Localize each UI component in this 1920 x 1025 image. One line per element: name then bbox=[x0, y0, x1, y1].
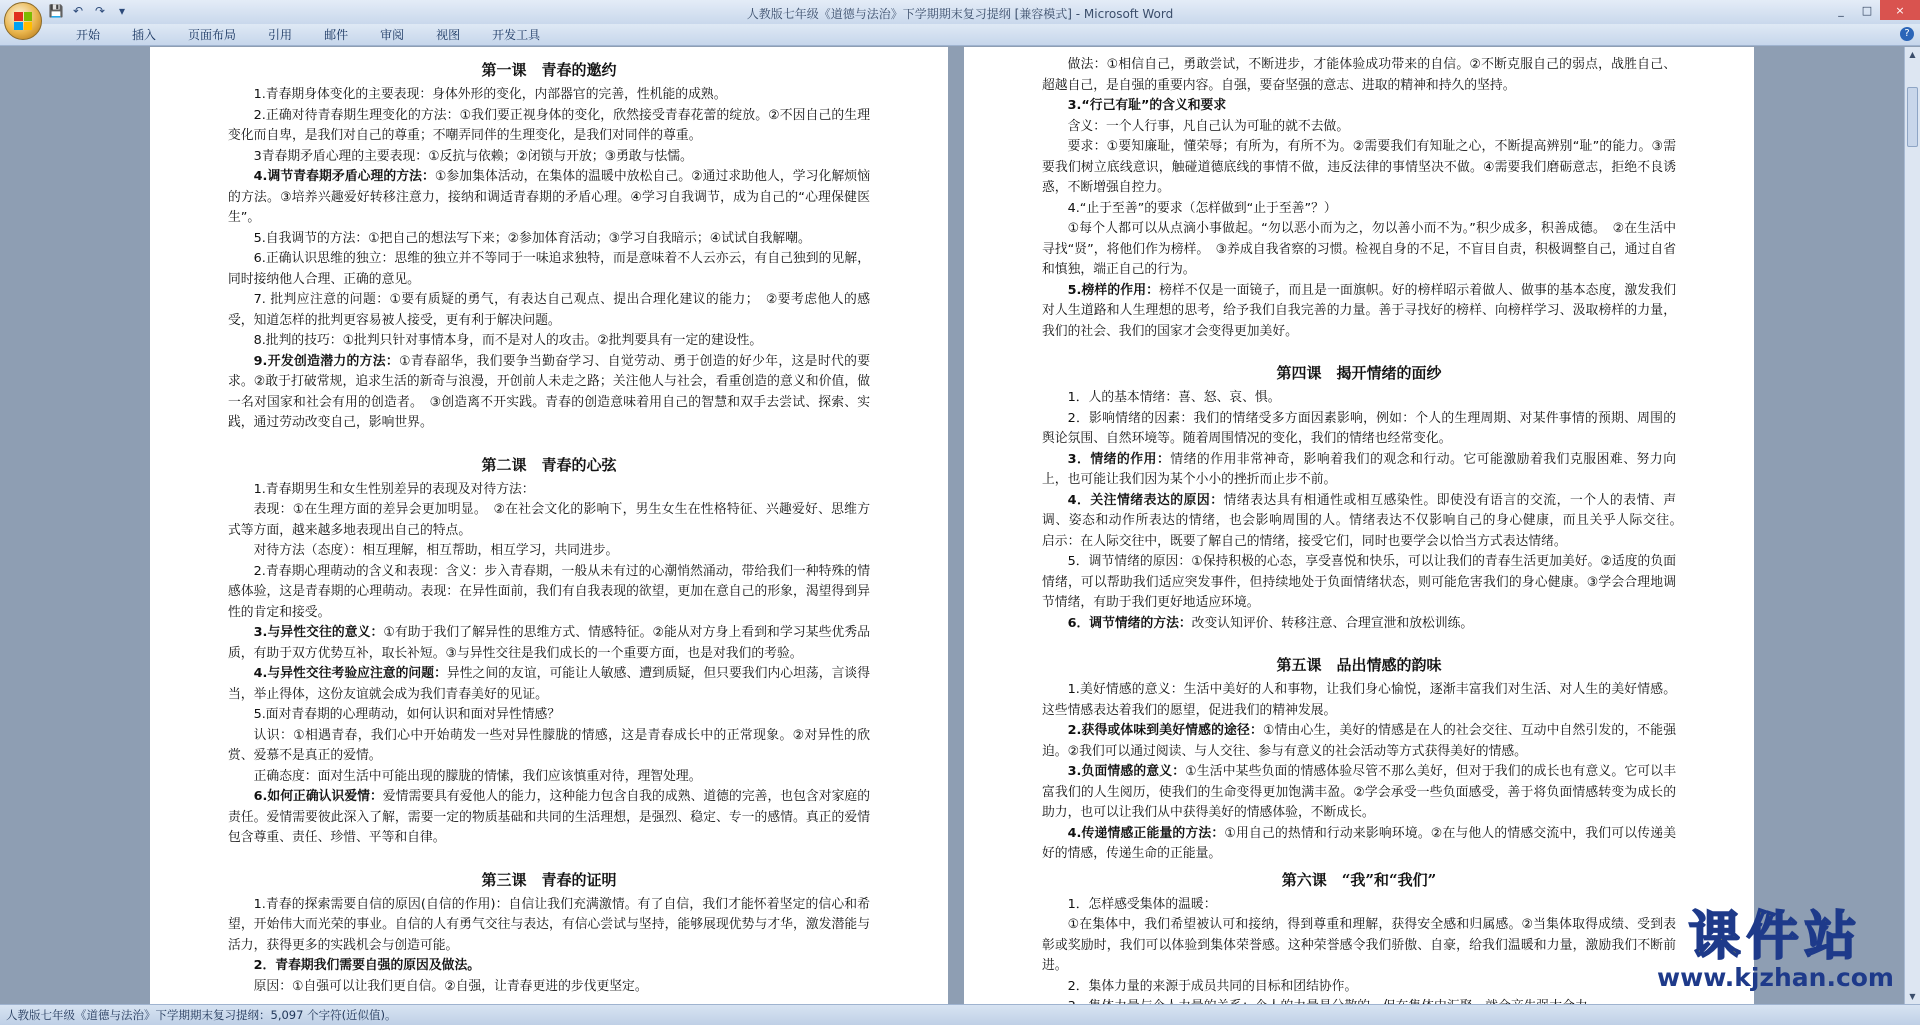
paragraph bbox=[1042, 721, 1676, 762]
paragraph: 5．调节情绪的原因：①保持积极的心态，享受喜悦和快乐，可以让我们的青春生活更加美好。②适度的负面情绪，可以帮助我们适应突发事件，但持续地处于负面情绪状态，则可能危害我们的身心健康。③学会合理地调节情绪，有助于我们更好地适应环境。 bbox=[1042, 554, 1676, 610]
status-bar bbox=[0, 1004, 1920, 1025]
paragraph bbox=[228, 787, 870, 849]
tab-home[interactable]: 开始 bbox=[76, 28, 101, 42]
paragraph: 5.自我调节的方法：①把自己的想法写下来；②参加体育活动；③学习自我暗示；④试试自我解嘲。 bbox=[253, 230, 811, 246]
paragraph: 1.青春期男生和女生性别差异的表现及对待方法： bbox=[253, 481, 535, 497]
paragraph: 做法：①相信自己，勇敢尝试，不断进步，才能体验成功带来的自信。②不断克服自己的弱点，战胜自己、超越自己，是自强的重要内容。自强，要奋坚强的意志、进取的精神和持久的坚持。 bbox=[1042, 57, 1676, 93]
paragraph: 认识：①相遇青春，我们心中开始萌发一些对异性朦胧的情感，这是青春成长中的正常现象。②对异性的欣赏、爱慕不是真正的爱情。 bbox=[228, 727, 870, 763]
tab-mailings[interactable]: 邮件 bbox=[324, 28, 349, 42]
watermark-url: www.kjzhan.com bbox=[1657, 963, 1894, 992]
paragraph: 3青春期矛盾心理的主要表现：①反抗与依赖；②闭锁与开放；③勇敢与怯懦。 bbox=[253, 148, 693, 164]
paragraph-body: 情绪表达具有相通性或相互感染性。即使没有语言的交流，一个人的表情、声调、姿态和动作所表达的情绪，也会影响周围的人。情绪表达不仅影响自己的身心健康，而且关乎人际交往。 启示：在人际交往中，既要了解自己的情绪，接受它们，同时也要学会以恰当方式表达情绪。 bbox=[1042, 492, 1702, 549]
document-page-right[interactable] bbox=[964, 47, 1754, 1004]
scrollbar-thumb[interactable] bbox=[1907, 87, 1918, 147]
paragraph: 1.青春期身体变化的主要表现：身体外形的变化，内部器官的完善，性机能的成熟。 bbox=[253, 87, 727, 102]
paragraph-heading: 4．关注情绪表达的原因： bbox=[1067, 492, 1224, 508]
tab-insert[interactable]: 插入 bbox=[132, 28, 157, 42]
paragraph-heading: 6.如何正确认识爱情： bbox=[253, 789, 383, 804]
paragraph-heading: 3.“行己有耻”的含义和要求 bbox=[1067, 98, 1227, 113]
paragraph: 1．人的基本情绪：喜、怒、哀、惧。 bbox=[1067, 390, 1281, 405]
paragraph-heading: 3．情绪的作用： bbox=[1067, 451, 1171, 467]
paragraph: 8.批判的技巧：①批判只针对事情本身，而不是对人的攻击。②批判要具有一定的建设性。 bbox=[253, 333, 763, 348]
paragraph: 2.青春期心理萌动的含义和表现：含义：步入青春期，一般从未有过的心潮悄然涌动，带给我们一种特殊的情感体验，这是青春期的心理萌动。表现：在异性面前，我们有自我表现的欲望，更加在意自己的形象，渴望得到异性的肯定和接受。 bbox=[228, 563, 870, 620]
redo-icon[interactable]: ↷ bbox=[94, 4, 106, 18]
office-button[interactable] bbox=[4, 2, 42, 40]
title-bar bbox=[0, 0, 1920, 24]
undo-icon[interactable]: ↶ bbox=[72, 4, 84, 18]
paragraph bbox=[228, 664, 870, 705]
paragraph bbox=[1042, 824, 1676, 865]
minimize-button[interactable]: _ bbox=[1838, 3, 1844, 17]
tab-page-layout[interactable]: 页面布局 bbox=[188, 28, 237, 42]
paragraph-body: ①青春韶华，我们要争当勤奋学习、自觉劳动、勇于创造的好少年，这是时代的要求。②敢于打破常规，追求生活的新奇与浪漫，开创前人未走之路；关注他人与社会，看重创造的意义和价值，做一名对国家和社会有用的创造者。 ③创造离不开实践。青春的创造意味着用自己的智慧和双手去尝试、探索、实践，通过劳动改变自己，影响世界。 bbox=[228, 353, 871, 430]
paragraph-body: 异性之间的友谊，可能让人敏感、遭到质疑，但只要我们内心坦荡，言谈得当，举止得体，这份友谊就会成为我们青春美好的见证。 bbox=[228, 666, 871, 702]
paragraph: 1.美好情感的意义：生活中美好的人和事物，让我们身心愉悦，逐渐丰富我们对生活、对人生的美好情感。这些情感表达着我们的愿望，促进我们的精神发展。 bbox=[1042, 682, 1676, 718]
paragraph-body: ①情由心生，美好的情感是在人的社会交往、互动中自然引发的，不能强迫。②我们可以通过阅读、与人交往、参与有意义的社会活动等方式获得美好的情感。 bbox=[1042, 723, 1676, 759]
lesson-heading: 第三课 青春的证明 bbox=[481, 870, 617, 889]
lesson-heading: 第二课 青春的心弦 bbox=[481, 455, 617, 474]
paragraph bbox=[1042, 450, 1676, 491]
office-logo-icon bbox=[14, 12, 32, 30]
ribbon-tabs-bar bbox=[0, 24, 1920, 46]
paragraph: 4.“止于至善”的要求（怎样做到“止于至善”？） bbox=[1067, 200, 1337, 216]
document-area[interactable] bbox=[0, 47, 1904, 1004]
tab-view[interactable]: 视图 bbox=[436, 28, 461, 42]
paragraph-body: 榜样不仅是一面镜子，而且是一面旗帜。好的榜样昭示着做人、做事的基本态度，激发我们对人生道路和人生理想的思考，给予我们自我完善的力量。善于寻找好的榜样、向榜样学习、汲取榜样的力量，我们的社会、我们的国家才会变得更加美好。 bbox=[1042, 282, 1677, 339]
paragraph-heading: 3.与异性交往的意义： bbox=[253, 625, 384, 640]
help-icon[interactable]: ? bbox=[1900, 27, 1914, 41]
paragraph: 表现：①在生理方面的差异会更加明显。 ②在社会文化的影响下，男生女生在性格特征、兴趣爱好、思维方式等方面，越来越多地表现出自己的特点。 bbox=[228, 502, 870, 538]
paragraph bbox=[228, 623, 870, 664]
paragraph-body: ①用自己的热情和行动来影响环境。②在与他人的情感交流中，我们可以传递美好的情感，传递生命的正能量。 bbox=[1042, 825, 1676, 861]
vertical-scrollbar[interactable] bbox=[1904, 47, 1920, 1004]
customize-qat-icon[interactable]: ▾ bbox=[118, 4, 126, 18]
paragraph-heading: 2．青春期我们需要自强的原因及做法。 bbox=[253, 958, 481, 973]
paragraph bbox=[1042, 491, 1702, 553]
status-text: 人教版七年级《道德与法治》下学期期末复习提纲：5,097 个字符(近似值)。 bbox=[6, 1008, 397, 1022]
paragraph-body: ①参加集体活动，在集体的温暖中放松自己。②通过求助他人，学习化解烦恼的方法。③培养兴趣爱好转移注意力，接纳和调适青春期的矛盾心理。④学习自我调节，成为自己的“心理保健医生”。 bbox=[228, 169, 870, 225]
paragraph bbox=[228, 352, 870, 434]
paragraph-heading: 4.与异性交往考验应注意的问题： bbox=[253, 666, 447, 681]
paragraph: 5.面对青春期的心理萌动，如何认识和面对异性情感？ bbox=[253, 707, 561, 722]
paragraph: 2.正确对待青春期生理变化的方法：①我们要正视身体的变化，欣然接受青春花蕾的绽放。②不因自己的生理变化而自卑，是我们对自己的尊重；不嘲弄同伴的生理变化，是我们对同伴的尊重。 bbox=[228, 107, 870, 143]
close-button[interactable]: × bbox=[1880, 0, 1920, 20]
window-title: 人教版七年级《道德与法治》下学期期末复习提纲 [兼容模式] - Microsoft Word bbox=[746, 7, 1174, 21]
paragraph: 6.正确认识思维的独立：思维的独立并不等同于一味追求独特，而是意味着不人云亦云，有自己独到的见解，同时接纳他人合理、正确的意见。 bbox=[228, 251, 870, 287]
paragraph: 2．集体力量的来源于成员共同的目标和团结协作。 bbox=[1067, 978, 1358, 994]
paragraph: 正确态度：面对生活中可能出现的朦胧的情愫，我们应该慎重对待，理智处理。 bbox=[253, 768, 702, 784]
paragraph-body: 情绪的作用非常神奇，影响着我们的观念和行动。它可能激励着我们克服困难、努力向上，也可能让我们因为某个小小的挫折而止步不前。 bbox=[1042, 451, 1677, 487]
paragraph: ①在集体中，我们希望被认可和接纳，得到尊重和理解，获得安全感和归属感。②当集体取得成绩、受到表彰或奖励时，我们可以体验到集体荣誉感。这种荣誉感令我们骄傲、自豪，给我们温暖和力量，激励我们不断前进。 bbox=[1042, 917, 1676, 973]
paragraph bbox=[1042, 96, 1676, 117]
scroll-up-icon[interactable]: ▲ bbox=[1909, 50, 1916, 59]
paragraph-heading: 4.调节青春期矛盾心理的方法： bbox=[253, 169, 435, 184]
paragraph-heading: 9.开发创造潜力的方法： bbox=[253, 353, 399, 369]
paragraph: 7. 批判应注意的问题：①要有质疑的勇气，有表达自己观点、提出合理化建议的能力； ②要考虑他人的感受，知道怎样的批判更容易被人接受，更有利于解决问题。 bbox=[228, 292, 870, 328]
paragraph: 含义：一个人行事，凡自己认为可耻的就不去做。 bbox=[1067, 118, 1350, 134]
paragraph-heading: 5.榜样的作用： bbox=[1067, 282, 1160, 298]
paragraph-heading: 6．调节情绪的方法： bbox=[1067, 615, 1192, 631]
paragraph-body: 改变认知评价、转移注意、合理宣泄和放松训练。 bbox=[1191, 615, 1474, 631]
paragraph bbox=[228, 167, 870, 229]
paragraph bbox=[228, 956, 870, 977]
maximize-button[interactable]: □ bbox=[1861, 3, 1873, 17]
paragraph-body: ①有助于我们了解异性的思维方式、情感特征。②能从对方身上看到和学习某些优秀品质，有助于双方优势互补，取长补短。③与异性交往是我们成长的一个重要方面，也是对我们的考验。 bbox=[228, 625, 871, 661]
paragraph-body: 爱情需要具有爱他人的能力，这种能力包含自我的成熟、道德的完善，也包含对家庭的责任。爱情需要彼此深入了解，需要一定的物质基础和共同的生活理想，是强烈、稳定、专一的感情。真正的爱情包含尊重、责任、珍惜、平等和自律。 bbox=[228, 789, 871, 845]
paragraph bbox=[1042, 614, 1676, 635]
lesson-heading: 第四课 揭开情绪的面纱 bbox=[1276, 364, 1442, 382]
tab-review[interactable]: 审阅 bbox=[380, 28, 405, 42]
window-controls bbox=[1828, 0, 1920, 20]
paragraph: ①每个人都可以从点滴小事做起。“勿以恶小而为之，勿以善小而不为。”积少成多，积善成德。 ②在生活中寻找“贤”，将他们作为榜样。 ③养成自我省察的习惯。检视自身的不足，不盲目自责，积极调整自己，通过自省和慎独，端正自己的行为。 bbox=[1042, 221, 1676, 277]
paragraph: 1．怎样感受集体的温暖： bbox=[1067, 896, 1217, 912]
document-page-left[interactable] bbox=[150, 47, 948, 1004]
paragraph-heading: 2.获得或体味到美好情感的途径： bbox=[1067, 723, 1263, 738]
lesson-heading: 第一课 青春的邀约 bbox=[481, 61, 617, 79]
save-icon[interactable]: 💾 bbox=[48, 4, 64, 18]
paragraph-heading: 4.传递情感正能量的方法： bbox=[1067, 825, 1225, 841]
paragraph: 原因：①自强可以让我们更自信。②自强，让青春更进的步伐更坚定。 bbox=[253, 978, 648, 994]
lesson-heading: 第五课 品出情感的韵味 bbox=[1276, 656, 1442, 674]
scroll-down-icon[interactable]: ▼ bbox=[1909, 992, 1916, 1001]
tab-developer[interactable]: 开发工具 bbox=[492, 28, 541, 42]
watermark-title: 课件站 bbox=[1688, 906, 1863, 967]
watermark-logo bbox=[1657, 906, 1894, 992]
paragraph bbox=[1042, 281, 1676, 343]
paragraph-heading: 3.负面情感的意义： bbox=[1067, 764, 1186, 779]
lesson-heading: 第六课 “我”和“我们” bbox=[1281, 870, 1437, 889]
paragraph-body: ①生活中某些负面的情感体验尽管不那么美好，但对于我们的成长也有意义。它可以丰富我们的人生阅历，使我们的生命变得更加饱满丰盈。②学会承受一些负面感受，善于将负面情感转变为成长的助力，也可以让我们从中获得美好的情感体验，不断成长。 bbox=[1042, 764, 1676, 820]
paragraph: 2．影响情绪的因素：我们的情绪受多方面因素影响，例如：个人的生理周期、对某件事情的预期、周围的舆论氛围、自然环境等。随着周围情况的变化，我们的情绪也经常变化。 bbox=[1042, 410, 1676, 446]
paragraph: 1.青春的探索需要自信的原因(自信的作用)：自信让我们充满激情。有了自信，我们才能怀着坚定的信心和希望，开始伟大而光荣的事业。自信的人有勇气交往与表达，有信心尝试与坚持，能够展现优势与才华，激发潜能与活力，获得更多的实践机会与创造可能。 bbox=[228, 896, 870, 953]
paragraph bbox=[1042, 762, 1676, 824]
paragraph: 对待方法（态度）：相互理解，相互帮助，相互学习，共同进步。 bbox=[253, 543, 619, 558]
tab-references[interactable]: 引用 bbox=[268, 28, 293, 42]
paragraph: 要求：①要知廉耻，懂荣辱；有所为，有所不为。②需要我们有知耻之心，不断提高辨别“耻”的能力。③需要我们树立底线意识，触碰道德底线的事情不做，违反法律的事情坚决不做。④需要我们磨砺意志，拒绝不良诱惑，不断增强自控力。 bbox=[1042, 139, 1676, 195]
